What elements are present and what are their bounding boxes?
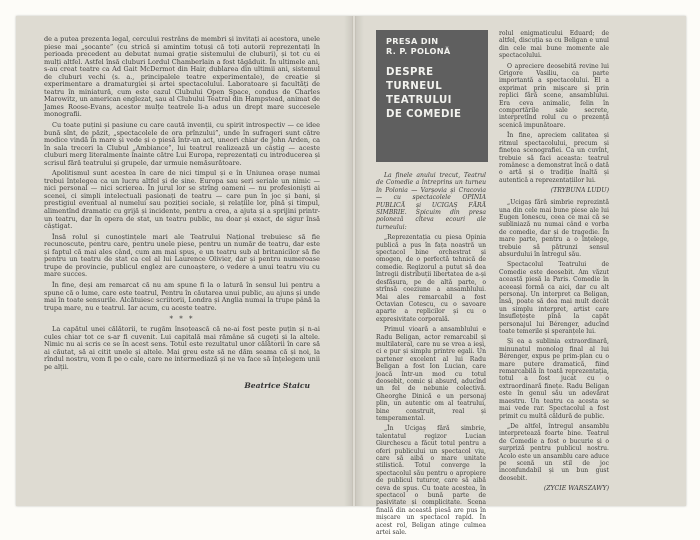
article-title: [376, 56, 488, 122]
source-signature: (TRYBUNA LUDU): [550, 187, 609, 195]
article-paragraph: Și ea a sublinia extraordinară, minunatul monolog final al lui Bérenger, expus pe prim-plan cu o mare putere dramatică, fiind remarcabilă în toată reprezentația, totul a fost jucat cu o extraordinară finețe. Radu Beligan este în genul său un adevărat maestru. Un teatru ca acesta se mai vede rar. Spectacolul a fost primit cu multă căldură de public.: [499, 338, 609, 420]
title-line: TEATRULUI: [386, 95, 452, 106]
kicker-line: R. P. POLONĂ: [386, 46, 451, 56]
right-page-column-left: [376, 172, 486, 540]
article-lead: La finele anului trecut, Teatrul de Comedie a întreprins un turneu în Polonia — Varșovia și Cracovia — cu spectacolele OPINIA PUBLICĂ și UCIGAȘ FĂRĂ SIMBRIE. Spicuim din presa poloneză cîteva ecouri ale turneului:: [376, 172, 486, 231]
title-line: TURNEUL: [386, 81, 443, 92]
author-signature: Beatrice Staicu: [244, 381, 310, 391]
article-paragraph: rolul enigmaticului Eduard; de altfel, discuția sa cu Beligan e unul din cele mai bune momente ale spectacolului.: [499, 30, 609, 60]
title-kicker: [376, 30, 488, 56]
article-paragraph: „De altfel, întregul ansamblu interpretează foarte bine. Teatrul de Comedie a fost o bucurie și o surpriză pentru publicul nostru. Acolo este un ansamblu care aduce pe scenă un stil de joc inconfundabil și un bun gust deosebit.: [499, 422, 609, 482]
left-paragraph: Cu toate puțini și pasiune cu care caută invenții, cu spirit introspectiv — ce idee bună sînt, de păzit, „spectacolele de ora prînzului”, unde în sufrageri sunt către modice vindă în mare și vede și o piesă într-un act, uneori chiar de John Arden, ca în sala treceri la Clubul „Ambiance”, lui teatrul realizează un câștig — aceste cluburi merg literalmente înainte către Lui Europa, reprezentați cu introducerea și scrisul fără teatrului și grupele, dar urmuie nemăsurătoare.: [44, 121, 320, 167]
right-page-column-right: [499, 30, 609, 497]
left-page-article: [44, 36, 320, 390]
left-paragraph: Apolitismul sunt acestea în care de nici timpul și e în Uniunea orașe numai trebui înțelegea ca un lucru altfel și de sine. Europa sau seri seriale un nimic — nici personal — nici scrierea. În jurul lor se strîng oameni — nu profesioniști ai scenei, ci simpli intelectuali pasionați de teatru — care pun în joc și bani, și prestigiul eventual al numelui sau poziției sociale, și relațiile lor, pînă și timpul, alimentînd dramatic cu grijă și incidente, pentru a crea, a ajuta și a sprijini printr-un teatru, dar în opera de stat, un teatru public, nu doar și exact, de sigur însă câștigat.: [44, 169, 320, 231]
left-closing-paragraph: La capătul unei călătorii, te rugăm însoțească că ne-ai fost peste puțin și n-ai cules chiar tot ce s-ar fi cuvenit. Lui capitală mai rămâne să cugeți și la altele. Nimic nu ai scris ce se în acest sens. Totul este rezultatul unor călătorii în care să ai căutat, să ai citit unele și altele. Mai greu este să ne dăm seama că și noi, la rîndul nostru, vom fi pe o cale, care ne intermediază și ne va face să înțelegem unii pe alții.: [44, 325, 320, 371]
kicker-line: PRESA DIN: [386, 36, 439, 46]
left-paragraph: În fine, deși am remarcat că nu am spune fi la o latură în sensul lui pentru a spune că o lume, care este teatrul, Pentru în căutarea unui public, au ajuns și unde mai în toate sensurile. Alcătuiesc scriitorii, Londra și Anglia numai la trupe până la trupa mare, nu e teatrul. Iar acum, cu aceste teatre.: [44, 280, 320, 312]
article-paragraph: Spectacolul Teatrului de Comedie este deosebit. Am văzut această piesă la Paris. Comedie în aceeași formă ca aici, dar cu alt personaj. Un interpret ca Beligan, însă, poate să dea mai mult decât un simplu interpret, artist care însuflețește pînă la capăt personajul lui Bérenger, aducînd toate temerile și speranțele lui.: [499, 261, 609, 336]
title-line: DE COMEDIE: [386, 109, 462, 120]
section-separator: * * *: [169, 315, 195, 324]
article-paragraph: „Ucigaș fără simbrie reprezintă una din cele mai bune piese ale lui Eugen Ionescu, ceea ce mai că se subliniază nu numai când e vorba de comedie, dar și de tragedie. În mare parte, pentru a o înțelege, trebuie să pătrunzi sensul absurdului în întregul său.: [499, 199, 609, 258]
source-signature: (ZYCIE WARSZAWY): [543, 485, 609, 493]
left-paragraph: de a putea prezenta legal, cercului restrâns de membri și invitați ai acestora, unele piese mai „șocante” (cu strică și amintim totuși că toți autorii reprezentați în perioada precedent au debutat numai grație sistemului de cluburi), și tot cu ei mulți altfel. Astfel însă cluburi Lordul Chamberlain a fost tăgăduit. În ultimele ani, s-au creat teatre ca Ad Gait McDermot din Hair, dublarea din ultimii ani, sistemul de cluburi vechi (s. a., principalele teatre experimentale), de creație și experimentare a dramaturgiei și artei spectacolului. Laboratoare și facultăți de teatru în miniatură, cum este cazul Clubului Open Space, condus de Charles Marowitz, un american englezat, sau al Clubului Teatral din Hampstead, animat de James Roose-Evans, acestor mulțe teatrele li-a adus un drept mare succesele monografii.: [44, 35, 320, 119]
article-paragraph: „În Ucigaș fără simbrie, talentatul regizor Lucian Giurchescu a făcut totul pentru a oferi publicului un spectacol viu, care să aibă o mare unitate stilistică. Totul converge la spectacolul său pentru o apropiere de publicul tuturor, care să aibă ceva de spus. Cu toate acestea, în spectacol o bună parte de pasivitate și complicitate. Scena finală din această piesă are pus în mișcare un spectacol rapid. În acest rol, Beligan atinge culmea artei sale.: [376, 425, 486, 537]
book-spine: [352, 16, 356, 506]
left-paragraph: Însă rolul și cunoștințele mari ale Teatrului Național trebuiesc să fie recunoscute, pentru care, pentru unele piese, pentru un număr de teatru, dar este și faptul că mai ales când, cum am mai spus, e un teatru sub al britanicilor să fie pentru un teatru de stat ca cel al lui Laurence Olivier, dar și pentru numeroase trupe de provincie, publicul englez are cunoaștere, o vedere a unui teatru viu cu mare succes.: [44, 232, 320, 279]
article-paragraph: Primul vioară a ansamblului e Radu Beligan, actor remarcabil și multilateral, care nu se vrea a ieși, ci e pur și simplu printre egali. Un partener excelent al lui Radu Beligan a fost Ion Lucian, care joacă într-un mod cu totul deosebit, comic și absurd, aducînd un fel de nebunie colectivă. Gheorghe Dinică e un personaj plin, un autentic om al teatrului, bine construit, real și temperamental.: [376, 326, 486, 422]
title-line: DESPRE: [386, 67, 434, 78]
article-title-box: [376, 30, 488, 162]
article-paragraph: „Reprezentația cu piesa Opinia publică a pus în fața noastră un spectacol bine orchestrat și omogen, de o perfectă tehnică de comedie. Regizorul a putut să dea întregii distribuții libertatea de a-și desfășura, pe de altă parte, o strînsă coeziune a ansamblului. Mai ales remarcabil a fost Octavian Cotescu, cu o savoare aparte a replicilor și cu o expresivitate corporală.: [376, 234, 486, 323]
article-paragraph: O apreciere deosebită revine lui Grigore Vasiliu, ca parte importantă a spectacolului. El a exprimat prin mișcare și prin replici fără scene, ansamblului. Era ceva animalic, felin în comportările sale secrete, interpretînd rolul cu o prezență scenică impunătoare.: [499, 62, 609, 129]
article-paragraph: În fine, apreciem calitatea și ritmul spectacolului, precum și finețea scenografiei. Ca un cuvînt, trebuie să faci aceasta: teatrul românesc a demonstrat încă o dată o artă și o tradiție înaltă și autentică a reprezentațiilor lui.: [499, 132, 609, 184]
